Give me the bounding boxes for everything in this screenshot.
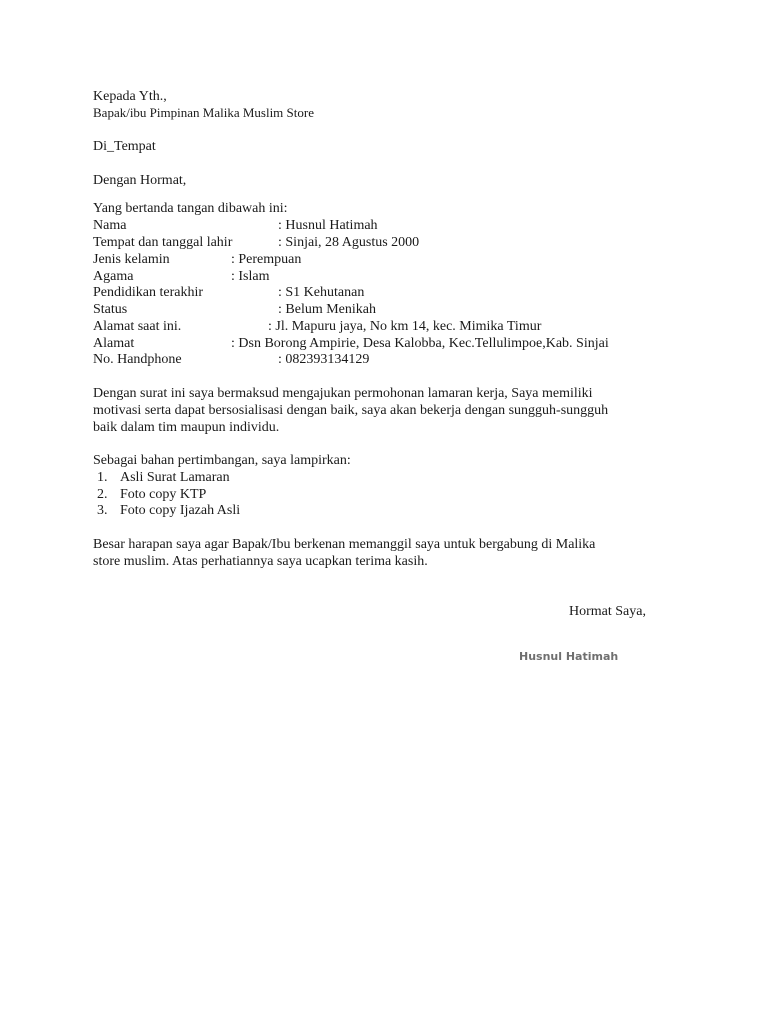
field-value: : Jl. Mapuru jaya, No km 14, kec. Mimika Timur	[268, 319, 542, 334]
attachments-intro: Sebagai bahan pertimbangan, saya lampirkan:	[93, 453, 351, 468]
greeting: Dengan Hormat,	[93, 173, 187, 188]
closing-line: Besar harapan saya agar Bapak/Ibu berkenan memanggil saya untuk bergabung di Malika	[93, 537, 596, 552]
list-number: 3.	[97, 503, 108, 518]
field-label: Agama	[93, 269, 134, 284]
address-to: Kepada Yth.,	[93, 89, 167, 104]
address-place: Di_Tempat	[93, 139, 156, 154]
field-value: : Belum Menikah	[278, 302, 376, 317]
body-line: Dengan surat ini saya bermaksud mengajukan permohonan lamaran kerja, Saya memiliki	[93, 386, 593, 401]
field-value: : Islam	[231, 269, 270, 284]
field-value: : Dsn Borong Ampirie, Desa Kalobba, Kec.Tellulimpoe,Kab. Sinjai	[231, 336, 609, 351]
closing-line: store muslim. Atas perhatiannya saya ucapkan terima kasih.	[93, 554, 428, 569]
signature: Husnul Hatimah	[519, 650, 619, 663]
intro-text: Yang bertanda tangan dibawah ini:	[93, 201, 288, 216]
field-label: Jenis kelamin	[93, 252, 170, 267]
field-label: No. Handphone	[93, 352, 182, 367]
field-value: : Perempuan	[231, 252, 302, 267]
field-label: Alamat saat ini.	[93, 319, 182, 334]
field-label: Alamat	[93, 336, 135, 351]
field-value: : S1 Kehutanan	[278, 285, 365, 300]
list-text: Asli Surat Lamaran	[120, 470, 230, 485]
field-label: Tempat dan tanggal lahir	[93, 235, 233, 250]
field-value: : 082393134129	[278, 352, 370, 367]
list-text: Foto copy Ijazah Asli	[120, 503, 241, 518]
field-label: Status	[93, 302, 128, 317]
body-line: baik dalam tim maupun individu.	[93, 420, 280, 435]
address-recipient: Bapak/ibu Pimpinan Malika Muslim Store	[93, 105, 314, 120]
body-line: motivasi serta dapat bersosialisasi dengan baik, saya akan bekerja dengan sungguh-sungguh	[93, 403, 609, 418]
list-number: 2.	[97, 487, 108, 502]
field-value: : Sinjai, 28 Agustus 2000	[278, 235, 420, 250]
field-label: Pendidikan terakhir	[93, 285, 204, 300]
field-label: Nama	[93, 218, 127, 233]
field-value: : Husnul Hatimah	[278, 218, 378, 233]
list-text: Foto copy KTP	[120, 487, 207, 502]
list-number: 1.	[97, 470, 108, 485]
sign-off: Hormat Saya,	[569, 604, 646, 619]
